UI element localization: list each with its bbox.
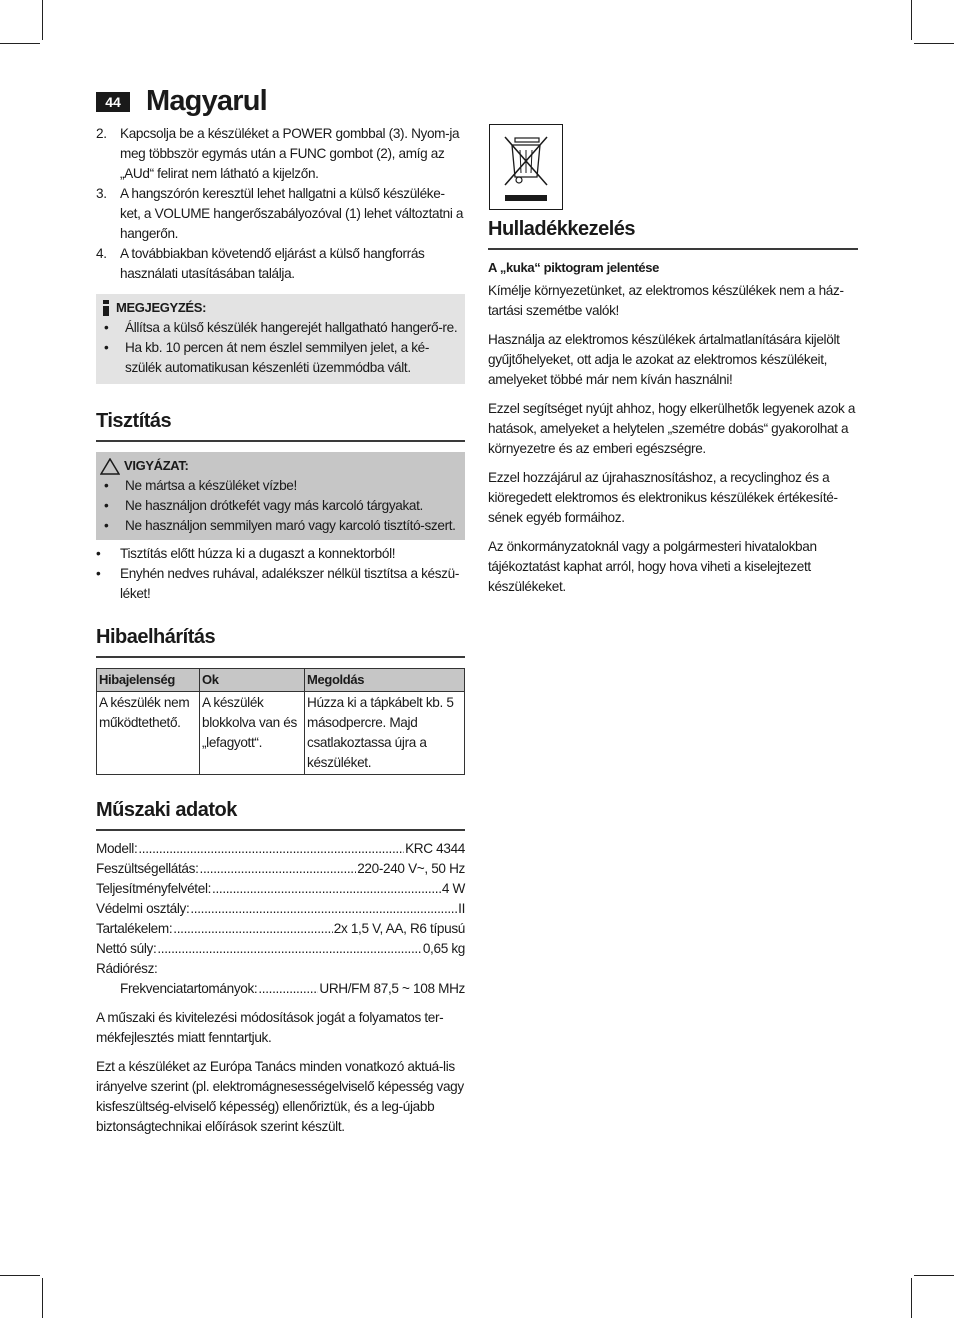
spec-radio-label: Rádiórész: bbox=[96, 961, 158, 976]
crossed-bin-icon bbox=[489, 124, 563, 210]
note-list bbox=[100, 318, 461, 378]
crop-mark bbox=[911, 1278, 912, 1318]
step-text: A továbbiakban követendő eljárást a külső hangforrás használati utasításában találja. bbox=[120, 246, 425, 281]
column-header: Ok bbox=[200, 669, 305, 692]
specs-list bbox=[96, 839, 465, 999]
table-header-row bbox=[97, 669, 465, 692]
cleaning-list bbox=[96, 544, 465, 604]
table-cell: A készülék nem működtethető. bbox=[97, 692, 200, 775]
spec-row: Modell: ..... KRC 4344 bbox=[96, 839, 465, 859]
list-item: • Tisztítás előtt húzza ki a dugaszt a konnektorból! bbox=[96, 546, 396, 561]
troubleshooting-table bbox=[96, 668, 465, 775]
paragraph: Ezzel segítséget nyújt ahhoz, hogy elkerülhetők legyenek azok a hatások, amelyeket a helytelen „szemétre dobás“ gyakorolhat a környezetre és az emberi egészségre. bbox=[488, 401, 856, 456]
list-item: • Enyhén nedves ruhával, adalékszer nélkül tisztítsa a készü-léket! bbox=[96, 566, 460, 601]
list-item: • Ha kb. 10 percen át nem észlel semmilyen jelet, a ké-szülék automatikusan készenléti üzemmódba vált. bbox=[104, 340, 430, 375]
paragraph: A műszaki és kivitelezési módosítások jogát a folyamatos ter-mékfejlesztés miatt fenntartjuk. bbox=[96, 1010, 444, 1045]
step-text: A hangszórón keresztül lehet hallgatni a külső készüléke-ket, a VOLUME hangerőszabályozóval (1) lehet változtatni a hangerőn. bbox=[120, 186, 464, 241]
table-cell: Húzza ki a tápkábelt kb. 5 másodpercre. Majd csatlakoztassa újra a készüléket. bbox=[305, 692, 465, 775]
section-title-cleaning: Tisztítás bbox=[96, 408, 465, 442]
spec-row: Feszültségellátás: ..... 220-240 V~, 50 Hz bbox=[96, 859, 465, 879]
spec-row: Frekvenciatartományok: ..... URH/FM 87,5 ~ 108 MHz bbox=[96, 979, 465, 999]
list-item: • Ne mártsa a készüléket vízbe! bbox=[104, 478, 297, 493]
left-column bbox=[96, 124, 465, 1137]
section-title-disposal: Hulladékkezelés bbox=[488, 216, 858, 250]
list-item bbox=[96, 244, 465, 284]
step-text: Kapcsolja be a készüléket a POWER gombbal (3). Nyom-ja meg többször egymás után a FUNC gombot (2), amíg az „AUd“ felirat nem látható a kijelzőn. bbox=[120, 126, 460, 181]
step-number: 3. bbox=[96, 186, 107, 201]
warning-list bbox=[100, 476, 461, 536]
page-number: 44 bbox=[96, 92, 130, 112]
crop-mark bbox=[911, 0, 912, 40]
crop-mark bbox=[0, 43, 40, 44]
warning-box bbox=[96, 452, 465, 540]
page-title: Magyarul bbox=[146, 85, 267, 117]
warning-triangle-icon bbox=[100, 458, 120, 475]
section-title-specs: Műszaki adatok bbox=[96, 797, 465, 831]
info-icon bbox=[100, 300, 112, 316]
list-item: • Ne használjon semmilyen maró vagy karcoló tisztító-szert. bbox=[104, 518, 456, 533]
list-item: • Ne használjon drótkefét vagy más karcoló tárgyakat. bbox=[104, 498, 423, 513]
spec-row: Teljesítményfelvétel: ..... 4 W bbox=[96, 879, 465, 899]
spec-row: Védelmi osztály: ..... II bbox=[96, 899, 465, 919]
section-title-troubleshooting: Hibaelhárítás bbox=[96, 624, 465, 658]
table-row bbox=[97, 692, 465, 775]
right-column bbox=[488, 124, 858, 597]
warning-title: VIGYÁZAT: bbox=[100, 456, 461, 476]
note-box bbox=[96, 294, 465, 384]
instruction-steps bbox=[96, 124, 465, 284]
paragraph: Ezzel hozzájárul az újrahasznosításhoz, a recyclinghoz és a kiöregedett elektromos és elektronikus készülékek értékesíté-sének egyéb formáihoz. bbox=[488, 470, 838, 525]
column-header: Hibajelenség bbox=[97, 669, 200, 692]
paragraph: Kímélje környezetünket, az elektromos készülékek nem a ház-tartási szemétbe valók! bbox=[488, 283, 844, 318]
note-title: MEGJEGYZÉS: bbox=[100, 298, 461, 318]
list-item bbox=[96, 184, 465, 244]
crop-mark bbox=[42, 1278, 43, 1318]
crop-mark bbox=[914, 1275, 954, 1276]
list-item: • Állítsa a külső készülék hangerejét hallgatható hangerő-re. bbox=[104, 320, 458, 335]
crop-mark bbox=[0, 1275, 40, 1276]
paragraph: Ezt a készüléket az Európa Tanács minden vonatkozó aktuá-lis irányelve szerint (pl. elektromágnesességelviselő képesség vagy kisfeszültség-elviselő képesség) ellenőriztük, és a leg-újabb biztonságtechnikai előírások szerint készült. bbox=[96, 1059, 464, 1134]
crop-mark bbox=[42, 0, 43, 40]
step-number: 4. bbox=[96, 246, 107, 261]
column-header: Megoldás bbox=[305, 669, 465, 692]
disposal-subtitle: A „kuka“ piktogram jelentése bbox=[488, 260, 660, 275]
spec-row: Tartalékelem: ..... 2x 1,5 V, AA, R6 típusú bbox=[96, 919, 465, 939]
paragraph: Használja az elektromos készülékek ártalmatlanítására kijelölt gyűjtőhelyeket, ott adja le azokat az elektromos készülékeit, amelyeket többé már nem kíván használni! bbox=[488, 332, 840, 387]
crop-mark bbox=[914, 43, 954, 44]
spec-row: Nettó súly: ..... 0,65 kg bbox=[96, 939, 465, 959]
paragraph: Az önkormányzatoknál vagy a polgármesteri hivatalokban tájékoztatást kaphat arról, hogy hova viheti a kiselejtezett készülékeket. bbox=[488, 539, 817, 594]
list-item bbox=[96, 124, 465, 184]
step-number: 2. bbox=[96, 126, 107, 141]
table-cell: A készülék blokkolva van és „lefagyott“. bbox=[200, 692, 305, 775]
